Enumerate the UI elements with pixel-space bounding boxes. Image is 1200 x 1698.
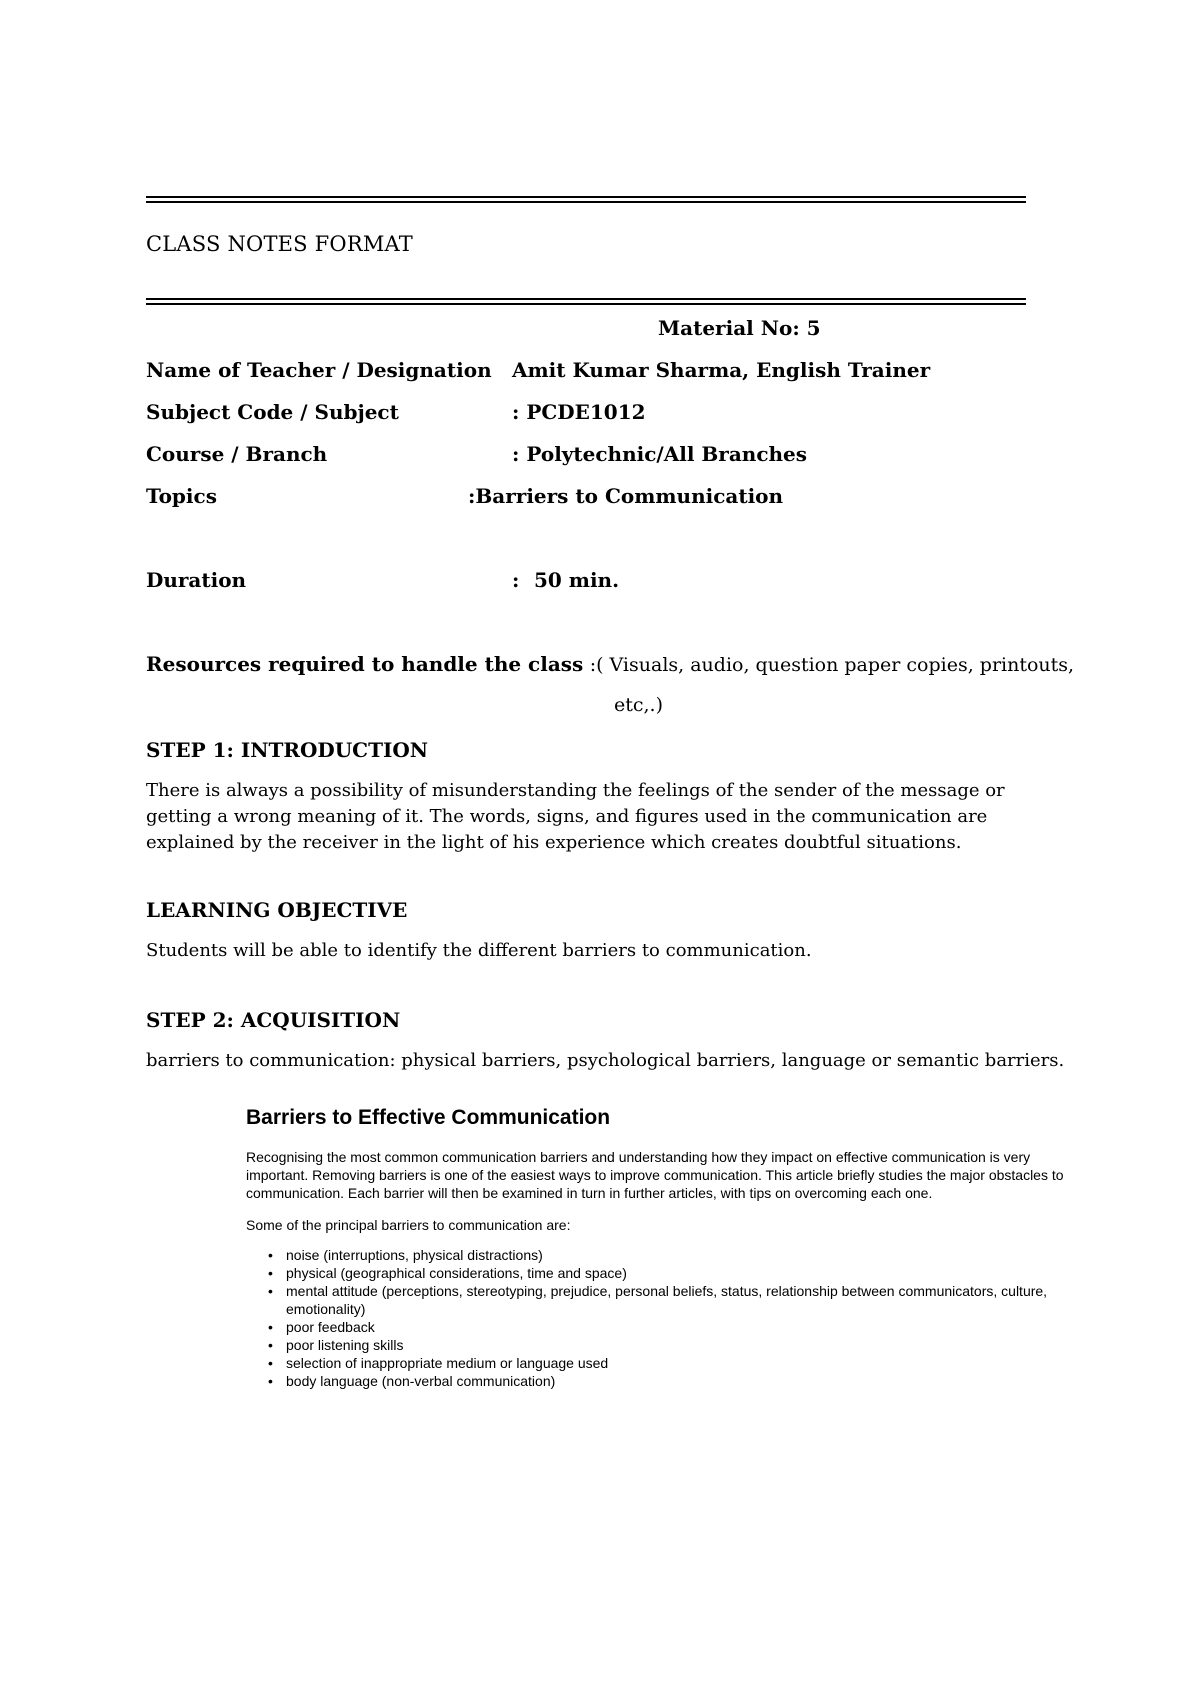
list-item: • body language (non-verbal communication) bbox=[286, 1372, 1066, 1390]
list-item: • physical (geographical considerations, time and space) bbox=[286, 1264, 1066, 1282]
teacher-value: Amit Kumar Sharma, English Trainer bbox=[512, 358, 931, 382]
barriers-article-image bbox=[246, 1106, 1066, 1390]
doc-title: CLASS NOTES FORMAT bbox=[146, 232, 413, 256]
resources-value-cont: etc,.) bbox=[614, 694, 664, 716]
subject-label: Subject Code / Subject bbox=[146, 400, 399, 424]
topics-value: :Barriers to Communication bbox=[468, 484, 784, 508]
teacher-label: Name of Teacher / Designation bbox=[146, 358, 492, 382]
barriers-list bbox=[246, 1246, 1066, 1390]
step1-heading: STEP 1: INTRODUCTION bbox=[146, 738, 429, 762]
article-intro: Recognising the most common communication barriers and understanding how they impact on effective communication is very important. Removing barriers is one of the easiest ways to improve communication. This article briefly studies the major obstacles to communication. Each barrier will then be examined in turn in further articles, with tips on overcoming each one. bbox=[246, 1149, 1064, 1201]
step1-text: There is always a possibility of misunderstanding the feelings of the sender of the message or getting a wrong meaning of it. The words, signs, and figures used in the communication are explained by the receiver in the light of his experience which creates doubtful situations. bbox=[146, 780, 1005, 853]
resources-label: Resources required to handle the class bbox=[146, 652, 584, 676]
objective-text: Students will be able to identify the different barriers to communication. bbox=[146, 940, 812, 961]
duration-colon: : bbox=[512, 568, 520, 592]
duration-label: Duration bbox=[146, 568, 247, 592]
resources-line bbox=[146, 652, 1074, 676]
duration-value: 50 min. bbox=[534, 568, 620, 592]
list-item: • mental attitude (perceptions, stereotyping, prejudice, personal beliefs, status, relationship between communicators, culture, emotionality) bbox=[286, 1282, 1066, 1318]
list-item: • selection of inappropriate medium or language used bbox=[286, 1354, 1066, 1372]
list-item: • noise (interruptions, physical distractions) bbox=[286, 1246, 1066, 1264]
material-number: Material No: 5 bbox=[658, 316, 821, 340]
course-label: Course / Branch bbox=[146, 442, 328, 466]
list-item: • poor listening skills bbox=[286, 1336, 1066, 1354]
subject-value: : PCDE1012 bbox=[512, 400, 646, 424]
header-double-rule bbox=[146, 298, 1026, 305]
objective-heading: LEARNING OBJECTIVE bbox=[146, 898, 408, 922]
step2-heading: STEP 2: ACQUISITION bbox=[146, 1008, 401, 1032]
list-item: • poor feedback bbox=[286, 1318, 1066, 1336]
resources-value: :( Visuals, audio, question paper copies, printouts, bbox=[589, 654, 1075, 676]
top-double-rule bbox=[146, 196, 1026, 203]
step2-text: barriers to communication: physical barriers, psychological barriers, language or semantic barriers. bbox=[146, 1050, 1065, 1071]
article-title: Barriers to Effective Communication bbox=[246, 1106, 611, 1129]
topics-label: Topics bbox=[146, 484, 217, 508]
course-value: : Polytechnic/All Branches bbox=[512, 442, 808, 466]
article-lead: Some of the principal barriers to communication are: bbox=[246, 1217, 571, 1233]
